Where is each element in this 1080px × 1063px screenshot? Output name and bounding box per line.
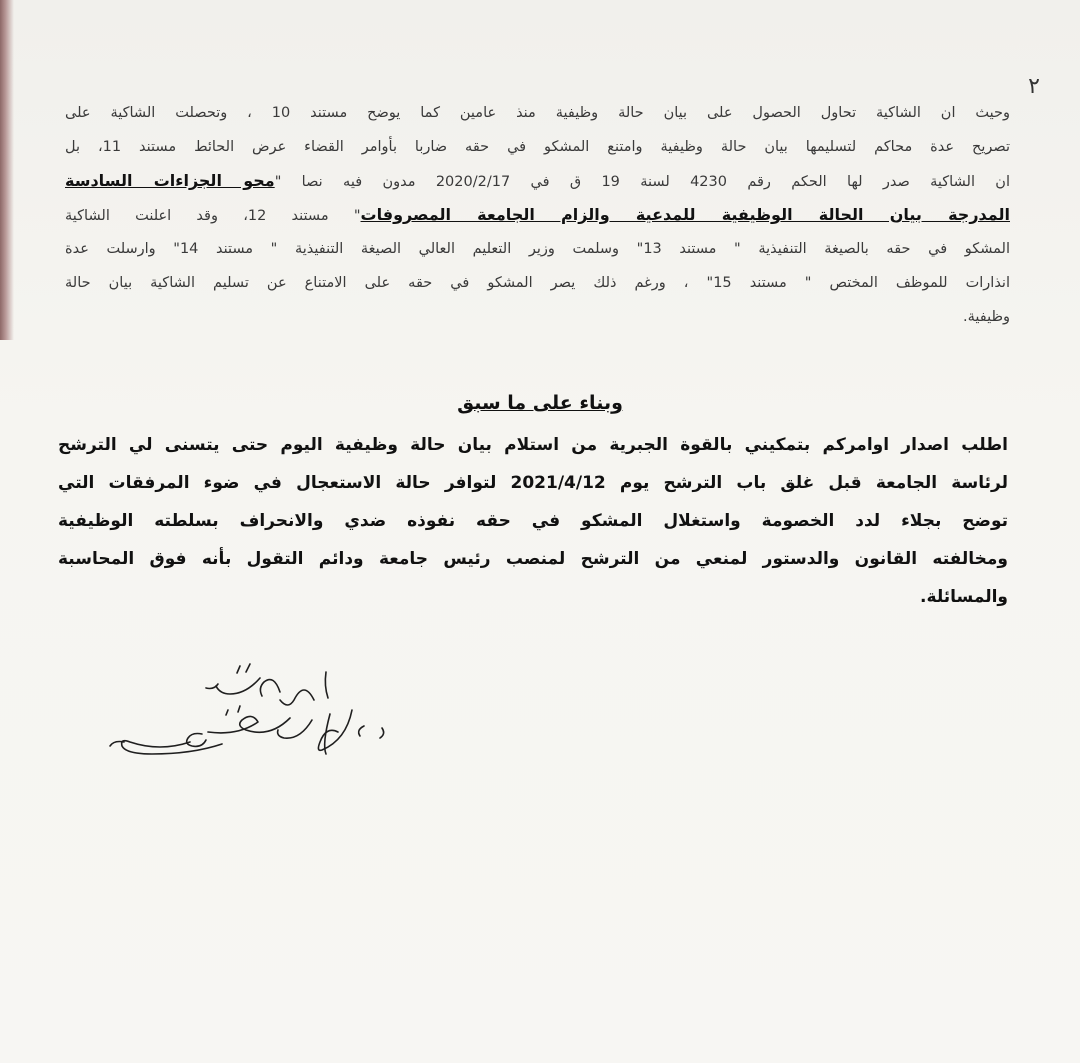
facts-line-3-text: ان الشاكية صدر لها الحكم رقم 4230 لسنة 19 ق في 2020/2/17 مدون فيه نصا " xyxy=(274,174,1010,190)
facts-line-3 xyxy=(65,164,1010,198)
facts-line-5: المشكو في حقه بالصيغة التنفيذية " مستند 13" وسلمت وزير التعليم العالي الصيغة التنفيذية " مستند 14" وارسلت عدة xyxy=(65,241,1010,257)
facts-line-4-text: " مستند 12، وقد اعلنت الشاكية xyxy=(65,208,361,224)
request-line-3: توضح بجلاء لدد الخصومة واستغلال المشكو في حقه نفوذه ضدي والانحراف بسلطته الوظيفية xyxy=(58,511,1008,531)
request-paragraph xyxy=(58,426,1008,616)
facts-line-1: وحيث ان الشاكية تحاول الحصول على بيان حالة وظيفية منذ عامين كما يوضح مستند 10 ، وتحصلت الشاكية على xyxy=(65,105,1010,121)
facts-paragraph xyxy=(65,96,1010,334)
judgment-quote-part1: محو الجزاءات السادسة xyxy=(65,171,275,190)
scan-edge-shadow xyxy=(0,0,14,340)
judgment-quote-part2: المدرجة بيان الحالة الوظيفية للمدعية والزام الجامعة المصروفات xyxy=(360,205,1010,224)
facts-line-6: انذارات للموظف المختص " مستند 15" ، ورغم ذلك يصر المشكو في حقه على الامتناع عن تسليم الشاكية بيان حالة xyxy=(65,275,1010,291)
facts-line-2: تصريح عدة محاكم لتسليمها بيان حالة وظيفية وامتنع المشكو في حقه ضاربا بأوامر القضاء عرض الحائط مستند 11، بل xyxy=(65,139,1010,155)
request-line-5: والمسائلة. xyxy=(920,587,1008,607)
request-line-4: ومخالفته القانون والدستور لمنعي من الترشح لمنصب رئيس جامعة ودائم التقول بأنه فوق المحاسبة xyxy=(58,549,1008,569)
page-number-mark: ٢ xyxy=(1028,74,1040,99)
handwritten-signature xyxy=(90,650,410,790)
section-heading: وبناء على ما سبق xyxy=(457,392,623,414)
facts-line-4 xyxy=(65,198,1010,232)
request-line-2: لرئاسة الجامعة قبل غلق باب الترشح يوم 2021/4/12 لتوافر حالة الاستعجال في ضوء المرفقات التي xyxy=(58,473,1008,493)
facts-line-7: وظيفية. xyxy=(962,309,1010,325)
request-line-1: اطلب اصدار اوامركم بتمكيني بالقوة الجبرية من استلام بيان حالة وظيفية اليوم حتى يتسنى لي الترشح xyxy=(58,435,1008,455)
